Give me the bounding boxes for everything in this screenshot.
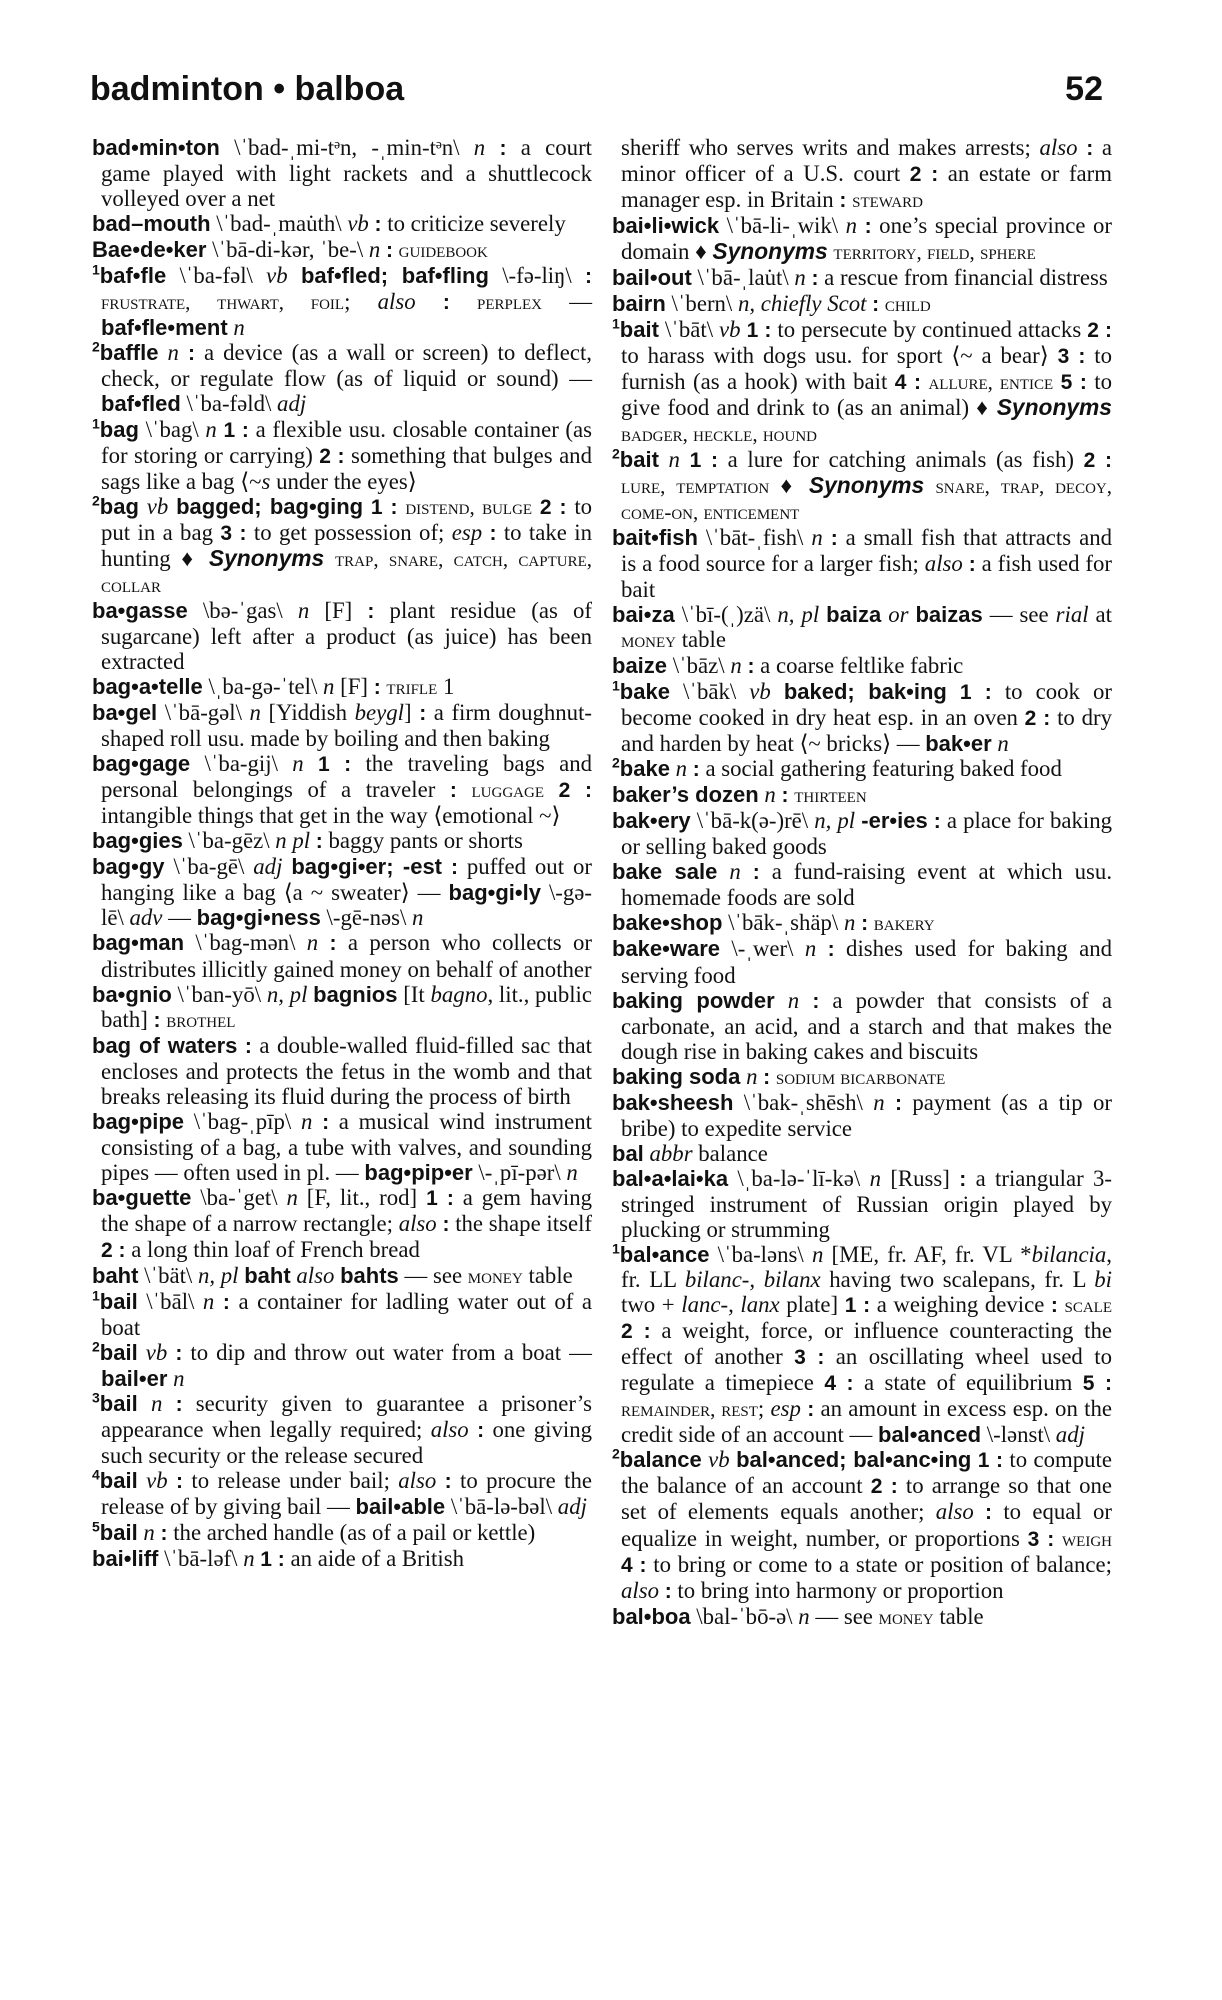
dictionary-entry: bai•liff \ˈbā-ləf\ n 1 : an aide of a British [92,1545,464,1571]
dictionary-entry: bail•out \ˈbā-ˌlau̇t\ n : a rescue from financial distress [612,265,1108,291]
dictionary-entry: bad•min•ton \ˈbad-ˌmi-tᵊn, -ˌmin-tᵊn\ n : a court game played with light rackets and a shuttlecock volleyed over a net [92,135,593,212]
dictionary-entry: $^1$bag \ˈbag\ n 1 : a flexible usu. closable container (as for storing or carrying) 2 : something that bulges and sags like a bag ⟨~s under the eyes⟩ [92,414,593,494]
dictionary-entry: bake•shop \ˈbāk-ˌshäp\ n : bakery [612,910,935,936]
entry-continuation: sheriff who serves writs and makes arrests; also : a minor officer of a U.S. court 2 : an estate or farm manager esp. in Britain : steward [621,135,1112,213]
dictionary-entry: bal abbr balance [612,1140,768,1166]
dictionary-entry: ba•gel \ˈbā-gəl\ n [Yiddish beygl] : a firm doughnut-shaped roll usu. made by boiling and then baking [92,700,592,752]
dictionary-entry: $^1$bail \ˈbāl\ n : a container for ladling water out of a boat [92,1287,592,1341]
dictionary-entry: $^2$balance vb bal•anced; bal•anc•ing 1 : to compute the balance of an account 2 : to arrange so that one set of elements equals another; also : to equal or equalize in weight, number, or proportions 3 : weigh 4 : to bring or come to a state or position of balance; also : to bring into harmony or proportion [612,1445,1113,1603]
dictionary-entry: bal•a•lai•ka \ˌba-lə-ˈlī-kə\ n [Russ] : a triangular 3-stringed instrument of Russian origin played by plucking or strumming [612,1165,1113,1242]
dictionary-entry: $^2$bake n : a social gathering featuring baked food [612,754,1062,782]
dictionary-entry: bad–mouth \ˈbad-ˌmau̇th\ vb : to criticize severely [92,211,566,237]
dictionary-entry: bag•gage \ˈba-gij\ n 1 : the traveling bags and personal belongings of a traveler : luggage 2 : intangible things that get in the way ⟨emotional ~⟩ [92,751,593,829]
running-header [90,70,1135,130]
dictionary-entry: $^1$baf•fle \ˈba-fəl\ vb baf•fled; baf•fling \-fə-liŋ\ : frustrate, thwart, foil; also : perplex — baf•fle•ment n [92,261,592,341]
dictionary-entry: bag•gy \ˈba-gē\ adj bag•gi•er; -est : puffed out or hanging like a bag ⟨a ~ sweater⟩ — bag•gi•ly \-gə-lē\ adv — bag•gi•ness \-gē-nəs\ n [92,854,592,931]
dictionary-entry: $^2$bait n 1 : a lure for catching animals (as fish) 2 : lure, temptation ♦ Synonyms snare, trap, decoy, come-on, enticement [612,444,1113,524]
dictionary-entry: bag•a•telle \ˌba-gə-ˈtel\ n [F] : trifle 1 [92,673,455,699]
page-number: 52 [1065,70,1103,108]
dictionary-entry: baker’s dozen n : thirteen [612,782,867,808]
dictionary-entry: $^3$bail n : security given to guarantee a prisoner’s appearance when legally required; also : one giving such security or the release secured [92,1389,592,1469]
dictionary-entry: bal•boa \bal-ˈbō-ə\ n — see money table [612,1603,984,1629]
dictionary-entry: bairn \ˈbern\ n, chiefly Scot : child [612,291,931,317]
dictionary-entry: $^1$bait \ˈbāt\ vb 1 : to persecute by continued attacks 2 : to harass with dogs usu. for sport ⟨~ a bear⟩ 3 : to furnish (as a hook) with bait 4 : allure, entice 5 : to give food and drink to (as an animal) ♦ Synonyms badger, heckle, hound [612,315,1113,446]
dictionary-entry: $^2$baffle n : a device (as a wall or screen) to deflect, check, or regulate flow (as of liquid or sound) — baf•fled \ˈba-fəld\ adj [92,338,592,417]
dictionary-entry: bait•fish \ˈbāt-ˌfish\ n : a small fish that attracts and is a food source for a larger fish; also : a fish used for bait [612,524,1113,602]
dictionary-entry: bai•za \ˈbī-(ˌ)zä\ n, pl baiza or baizas — see rial at money table [612,601,1113,652]
dictionary-entry: $^2$bail vb : to dip and throw out water from a boat — bail•er n [92,1338,592,1392]
dictionary-entry: baking soda n : sodium bicarbonate [612,1063,946,1089]
right-column [612,135,1112,1630]
dictionary-entry: $^2$bag vb bagged; bag•ging 1 : distend, bulge 2 : to put in a bag 3 : to get possession of; esp : to take in hunting ♦ Synonyms trap, snare, catch, capture, collar [92,492,593,597]
dictionary-entry: bag of waters : a double-walled fluid-filled sac that encloses and protects the fetus in the womb and that breaks releasing its fluid during the process of birth [92,1032,592,1109]
dictionary-entry: ba•guette \ba-ˈget\ n [F, lit., rod] 1 : a gem having the shape of a narrow rectangle; also : the shape itself 2 : a long thin loaf of French bread [92,1184,593,1263]
dictionary-entry: bag•gies \ˈba-gēz\ n pl : baggy pants or shorts [92,828,523,854]
dictionary-entry: $^1$bal•ance \ˈba-ləns\ n [ME, fr. AF, fr. VL *bilancia, fr. LL bilanc-, bilanx having two scalepans, fr. L bi two + lanc-, lanx plate] 1 : a weighing device : scale 2 : a weight, force, or influence counteracting the effect of another 3 : an oscillating wheel used to regulate a timepiece 4 : a state of equilibrium 5 : remainder, rest; esp : an amount in excess esp. on the credit side of an account — bal•anced \-lənst\ adj [612,1240,1113,1448]
left-column [92,135,592,1572]
dictionary-entry: $^4$bail vb : to release under bail; also : to procure the release of by giving bail — bail•able \ˈbā-lə-bəl\ adj [92,1466,592,1520]
dictionary-entry: bak•sheesh \ˈbak-ˌshēsh\ n : payment (as a tip or bribe) to expedite service [612,1089,1113,1141]
dictionary-entry: bag•man \ˈbag-mən\ n : a person who collects or distributes illicitly gained money on behalf of another [92,930,592,982]
dictionary-entry: $^1$bake \ˈbāk\ vb baked; bak•ing 1 : to cook or become cooked in dry heat esp. in an oven 2 : to dry and harden by heat ⟨~ bricks⟩ — bak•er n [612,677,1112,757]
dictionary-entry: ba•gasse \bə-ˈgas\ n [F] : plant residue (as of sugarcane) left after a product (as juice) has been extracted [92,597,592,674]
dictionary-entry: baht \ˈbät\ n, pl baht also bahts — see money table [92,1263,573,1289]
dictionary-entry: bak•ery \ˈbā-k(ə-)rē\ n, pl -er•ies : a place for baking or selling baked goods [612,808,1113,860]
dictionary-entry: baize \ˈbāz\ n : a coarse feltlike fabric [612,652,964,678]
dictionary-entry: baking powder n : a powder that consists of a carbonate, an acid, and a starch and that makes the dough rise in baking cakes and biscuits [612,987,1112,1064]
dictionary-entry: bai•li•wick \ˈbā-li-ˌwik\ n : one’s special province or domain ♦ Synonyms territory, field, sphere [612,213,1113,265]
dictionary-entry: $^5$bail n : the arched handle (as of a pail or kettle) [92,1517,536,1545]
guide-words: badminton • balboa [90,70,405,108]
dictionary-entry: Bae•de•ker \ˈbā-di-kər, ˈbe-\ n : guidebook [92,237,488,263]
dictionary-entry: bake•ware \-ˌwer\ n : dishes used for baking and serving food [612,936,1112,988]
dictionary-entry: bake sale n : a fund-raising event at which usu. homemade foods are sold [612,859,1113,911]
dictionary-entry: bag•pipe \ˈbag-ˌpīp\ n : a musical wind instrument consisting of a bag, a tube with valves, and sounding pipes — often used in pl. — bag•pip•er \-ˌpī-pər\ n [92,1108,592,1185]
dictionary-entry: ba•gnio \ˈban-yō\ n, pl bagnios [It bagno, lit., public bath] : brothel [92,981,593,1032]
